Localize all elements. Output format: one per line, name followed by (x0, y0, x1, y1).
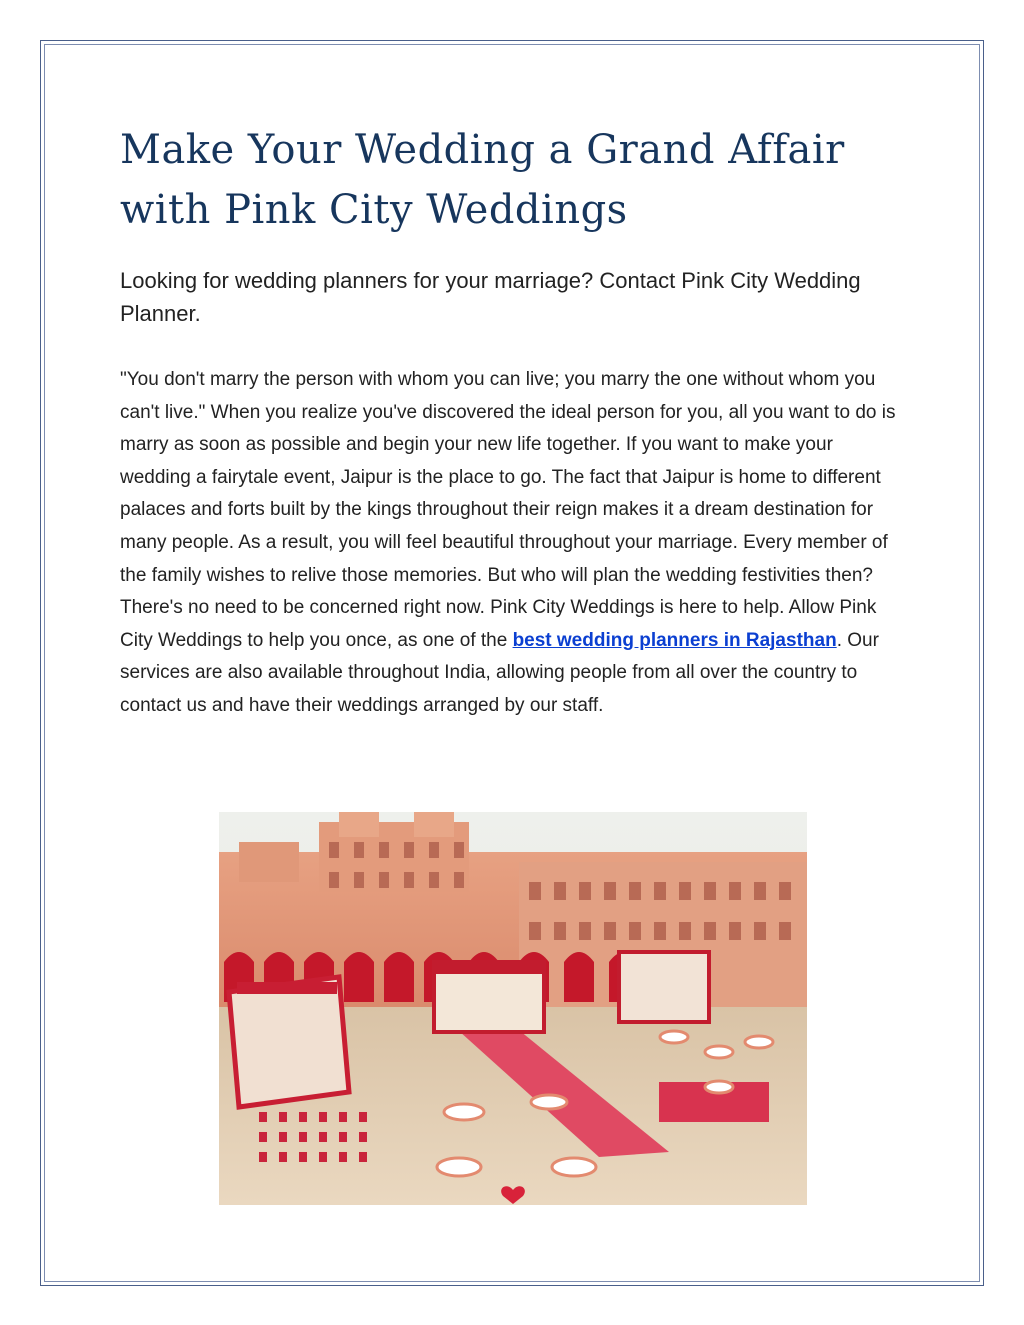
best-wedding-planners-link[interactable]: best wedding planners in Rajasthan (512, 629, 837, 651)
title-line-2: with Pink City Weddings (120, 187, 628, 233)
palace-courtyard-wedding-photo (219, 812, 807, 1205)
subtitle: Looking for wedding planners for your marriage? Contact Pink City Wedding Planner. (120, 268, 861, 326)
title-line-1: Make Your Wedding a Grand Affair (120, 127, 845, 173)
body-text-before-link: "You don't marry the person with whom you can live; you marry the one without whom you can't live." When you realize you've discovered the ideal person for you, all you want to do is marry as soon as possible and begin your new life together. If you want to make your wedding a fairytale event, Jaipur is the place to go. The fact that Jaipur is home to different palaces and forts built by the kings throughout their reign makes it a dream destination for many people. As a result, you will feel beautiful throughout your marriage. Every member of the family wishes to relive those memories. But who will plan the wedding festivities then? There's no need to be concerned right now. Pink City Weddings is here to help. Allow Pink City Weddings to help you once, as one of the (120, 369, 896, 651)
body-text-after-link: . Our services are also available throughout India, allowing people from all over the country to contact us and have their weddings arranged by our staff. (120, 629, 879, 716)
body-paragraph (120, 364, 900, 723)
page-title (120, 120, 900, 240)
document-content (120, 120, 900, 723)
